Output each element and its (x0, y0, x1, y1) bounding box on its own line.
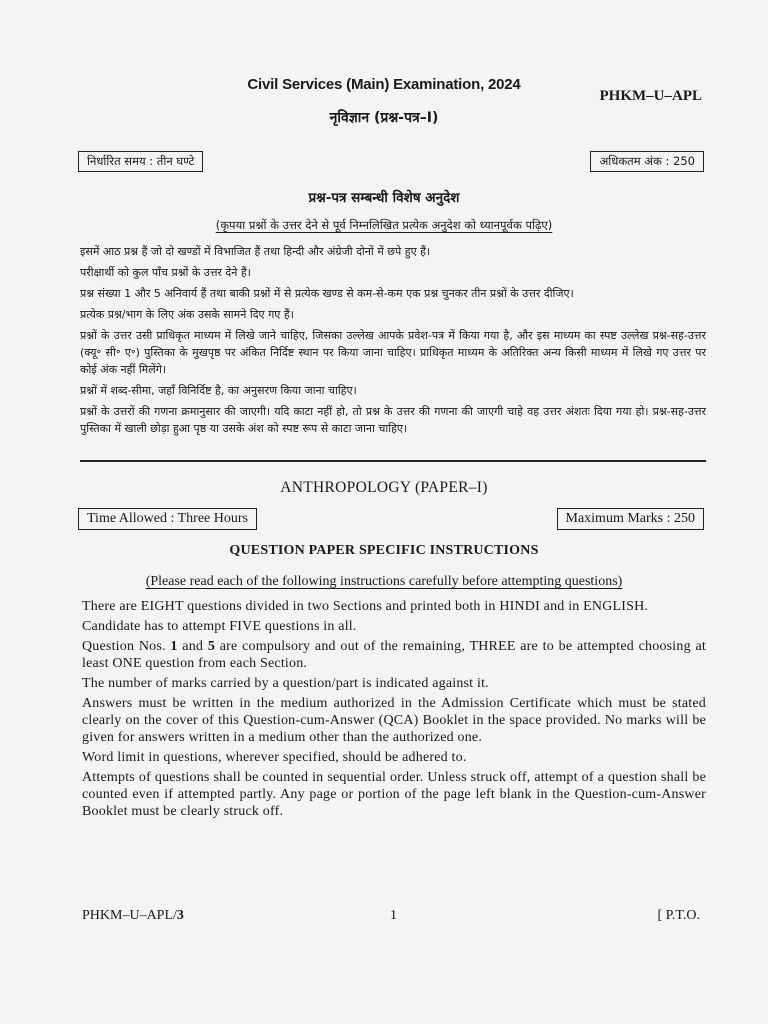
compulsory-question-1: 1 (170, 639, 178, 654)
english-instructions-heading: QUESTION PAPER SPECIFIC INSTRUCTIONS (229, 543, 539, 558)
english-instruction-3-prefix: Question Nos. (82, 639, 171, 654)
english-instruction-3-rest: are compulsory and out of the remaining, THREE are to be attempted choosing at least ONE question from each Section. (82, 639, 706, 671)
hindi-instruction-6: प्रश्नों में शब्द-सीमा, जहाँ विनिर्दिष्ट है, का अनुसरण किया जाना चाहिए। (80, 384, 357, 397)
paper-code: PHKM–U–APL (599, 88, 702, 104)
hindi-time-box: निर्धारित समय : तीन घण्टे (78, 151, 203, 172)
english-instruction-3 (82, 638, 706, 672)
section-divider (80, 460, 706, 462)
english-instruction-6: Word limit in questions, wherever specified, should be adhered to. (82, 750, 467, 765)
footer-paper-code (82, 908, 184, 924)
english-subject-title: ANTHROPOLOGY (PAPER–I) (280, 479, 488, 496)
hindi-instruction-4: प्रत्येक प्रश्न/भाग के लिए अंक उसके सामने दिए गए हैं। (80, 308, 294, 321)
english-marks-box: Maximum Marks : 250 (557, 508, 705, 530)
footer-code-suffix: 3 (176, 908, 184, 923)
hindi-instruction-1: इसमें आठ प्रश्न हैं जो दो खण्डों में विभाजित हैं तथा हिन्दी और अंग्रेजी दोनों में छपे हुए हैं। (80, 245, 431, 258)
english-time-box: Time Allowed : Three Hours (78, 508, 257, 530)
hindi-subject-title: नृविज्ञान (प्रश्न-पत्र–I) (329, 110, 439, 126)
english-instructions-note: (Please read each of the following instructions carefully before attempting questions) (145, 574, 623, 589)
hindi-instruction-3: प्रश्न संख्या 1 और 5 अनिवार्य हैं तथा बाकी प्रश्नों में से प्रत्येक खण्ड से कम-से-कम एक प्रश्न चुनकर तीन प्रश्नों के उत्तर दीजिए। (80, 287, 574, 300)
hindi-instructions-note: (कृपया प्रश्नों के उत्तर देने से पूर्व निम्नलिखित प्रत्येक अनुदेश को ध्यानपूर्वक पढ़िए) (215, 218, 553, 232)
hindi-instruction-2: परीक्षार्थी को कुल पाँच प्रश्नों के उत्तर देने हैं। (80, 266, 251, 279)
compulsory-question-5: 5 (207, 639, 216, 654)
pto-marker: [ P.T.O. (657, 908, 700, 923)
hindi-instruction-5: प्रश्नों के उत्तर उसी प्राधिकृत माध्यम में लिखे जाने चाहिए, जिसका उल्लेख आपके प्रवेश-पत्र में किया गया है, और इस माध्यम का स्पष्ट उल्लेख प्रश्न-सह-उत्तर (क्यू॰ सी॰ ए॰) पुस्तिका के मुखपृष्ठ पर अंकित निर्दिष्ट स्थान पर किया जाना चाहिए। प्राधिकृत माध्यम के अतिरिक्त अन्य किसी माध्यम में लिखे गए उत्तर पर कोई अंक नहीं मिलेंगे। (80, 329, 706, 376)
english-instruction-5: Answers must be written in the medium authorized in the Admission Certificate which must be stated clearly on the cover of this Question-cum-Answer (QCA) Booklet in the space provided. No marks will be given for answers written in a medium other than the authorized one. (82, 696, 706, 745)
hindi-instruction-7: प्रश्नों के उत्तरों की गणना क्रमानुसार की जाएगी। यदि काटा नहीं हो, तो प्रश्न के उत्तर की गणना की जाएगी चाहे वह उत्तर अंशतः दिया गया हो। प्रश्न-सह-उत्तर पुस्तिका में खाली छोड़ा हुआ पृष्ठ या उसके अंश को स्पष्ट रूप से काटा जाना चाहिए। (80, 405, 706, 435)
footer-code-prefix: PHKM–U–APL/ (82, 908, 177, 923)
page-number: 1 (390, 908, 397, 923)
english-instruction-4: The number of marks carried by a question/part is indicated against it. (82, 676, 489, 691)
hindi-instructions-heading: प्रश्न-पत्र सम्बन्धी विशेष अनुदेश (308, 190, 460, 206)
english-instruction-2: Candidate has to attempt FIVE questions in all. (82, 619, 357, 634)
exam-title: Civil Services (Main) Examination, 2024 (247, 76, 521, 93)
english-instruction-3-and: and (177, 639, 208, 654)
english-instruction-1: There are EIGHT questions divided in two Sections and printed both in HINDI and in ENGLISH. (82, 599, 649, 614)
english-instruction-7: Attempts of questions shall be counted in sequential order. Unless struck off, attempt of a question shall be counted even if attempted partly. Any page or portion of the page left blank in the Question-cum-Answer Booklet must be clearly struck off. (82, 770, 706, 819)
hindi-instructions-list (80, 243, 706, 441)
english-instructions-list (82, 598, 706, 823)
hindi-marks-box: अधिकतम अंक : 250 (590, 151, 704, 172)
